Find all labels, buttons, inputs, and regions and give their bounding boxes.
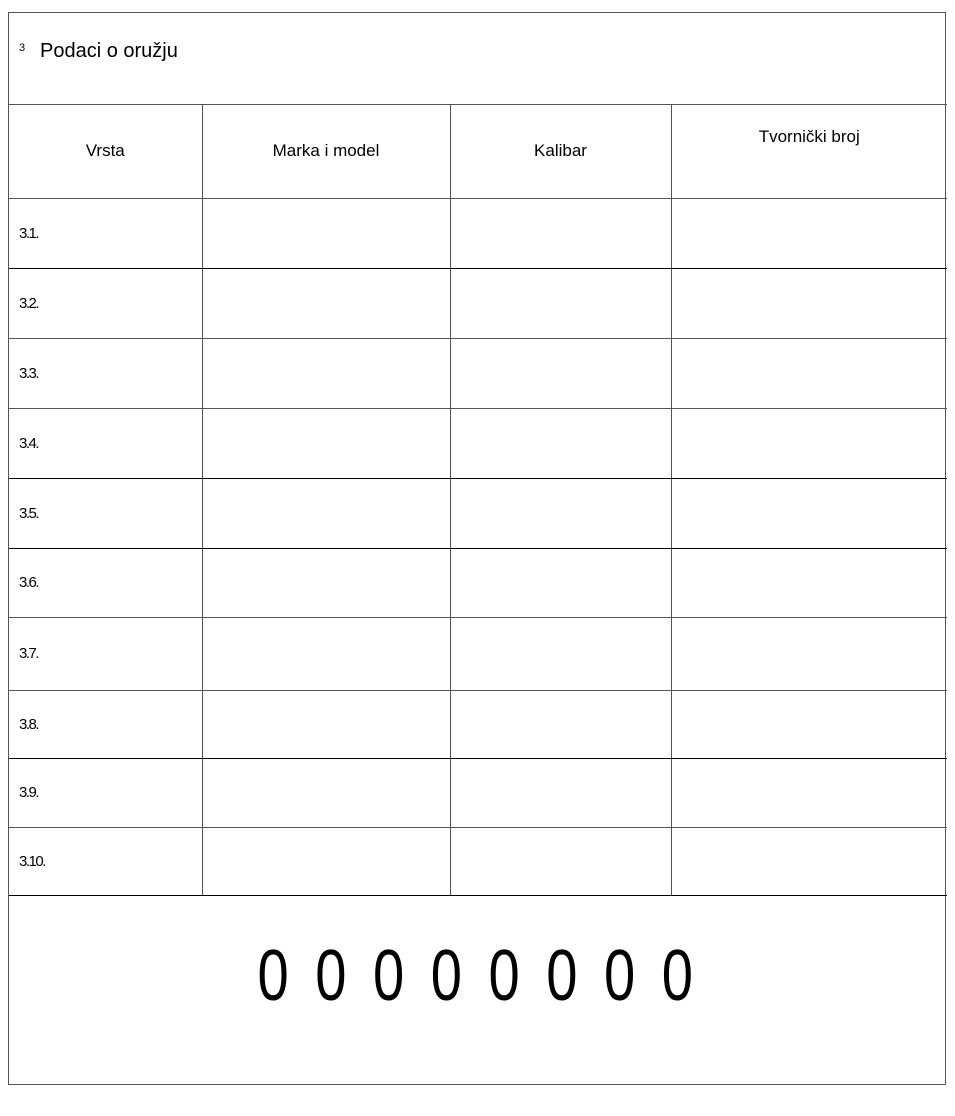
table-row <box>9 548 947 617</box>
weapons-table <box>9 105 947 896</box>
header-kalibar: Kalibar <box>450 105 671 198</box>
section-number: 3 <box>19 42 26 54</box>
row-label: 3.6. <box>9 548 202 617</box>
table-row <box>9 827 947 895</box>
kalibar-cell[interactable] <box>450 548 671 617</box>
marka-i-model-cell[interactable] <box>202 268 450 338</box>
marka-i-model-cell[interactable] <box>202 478 450 548</box>
row-label: 3.4. <box>9 408 202 478</box>
kalibar-cell[interactable] <box>450 617 671 690</box>
row-label: 3.10. <box>9 827 202 895</box>
kalibar-cell[interactable] <box>450 478 671 548</box>
marka-i-model-cell[interactable] <box>202 338 450 408</box>
marka-i-model-cell[interactable] <box>202 690 450 758</box>
tvornicki-broj-cell[interactable] <box>671 690 947 758</box>
tvornicki-broj-cell[interactable] <box>671 827 947 895</box>
table-header-row <box>9 105 947 198</box>
kalibar-cell[interactable] <box>450 758 671 827</box>
marka-i-model-cell[interactable] <box>202 548 450 617</box>
kalibar-cell[interactable] <box>450 690 671 758</box>
tvornicki-broj-cell[interactable] <box>671 408 947 478</box>
table-row <box>9 338 947 408</box>
kalibar-cell[interactable] <box>450 408 671 478</box>
section-header <box>9 13 947 105</box>
tvornicki-broj-cell[interactable] <box>671 268 947 338</box>
kalibar-cell[interactable] <box>450 338 671 408</box>
marka-i-model-cell[interactable] <box>202 408 450 478</box>
tvornicki-broj-cell[interactable] <box>671 338 947 408</box>
row-label: 3.8. <box>9 690 202 758</box>
tvornicki-broj-cell[interactable] <box>671 478 947 548</box>
row-label: 3.5. <box>9 478 202 548</box>
row-label: 3.9. <box>9 758 202 827</box>
marka-i-model-cell[interactable] <box>202 617 450 690</box>
table-row <box>9 617 947 690</box>
tvornicki-broj-cell[interactable] <box>671 548 947 617</box>
marka-i-model-cell[interactable] <box>202 198 450 268</box>
kalibar-cell[interactable] <box>450 827 671 895</box>
section-title: Podaci o oružju <box>40 40 178 62</box>
row-label: 3.2. <box>9 268 202 338</box>
tvornicki-broj-cell[interactable] <box>671 758 947 827</box>
row-label: 3.1. <box>9 198 202 268</box>
table-row <box>9 408 947 478</box>
header-marka-i-model: Marka i model <box>202 105 450 198</box>
weapon-data-form <box>8 12 946 1085</box>
row-label: 3.7. <box>9 617 202 690</box>
table-row <box>9 758 947 827</box>
tvornicki-broj-cell[interactable] <box>671 198 947 268</box>
tvornicki-broj-cell[interactable] <box>671 617 947 690</box>
row-label: 3.3. <box>9 338 202 408</box>
kalibar-cell[interactable] <box>450 198 671 268</box>
marka-i-model-cell[interactable] <box>202 758 450 827</box>
header-tvornicki-broj: Tvornički broj <box>671 105 947 198</box>
marka-i-model-cell[interactable] <box>202 827 450 895</box>
serial-number: 0 0 0 0 0 0 0 0 <box>257 936 699 1016</box>
table-row <box>9 690 947 758</box>
serial-number-box <box>9 896 947 1084</box>
table-row <box>9 198 947 268</box>
table-row <box>9 478 947 548</box>
kalibar-cell[interactable] <box>450 268 671 338</box>
table-row <box>9 268 947 338</box>
header-vrsta: Vrsta <box>9 105 202 198</box>
